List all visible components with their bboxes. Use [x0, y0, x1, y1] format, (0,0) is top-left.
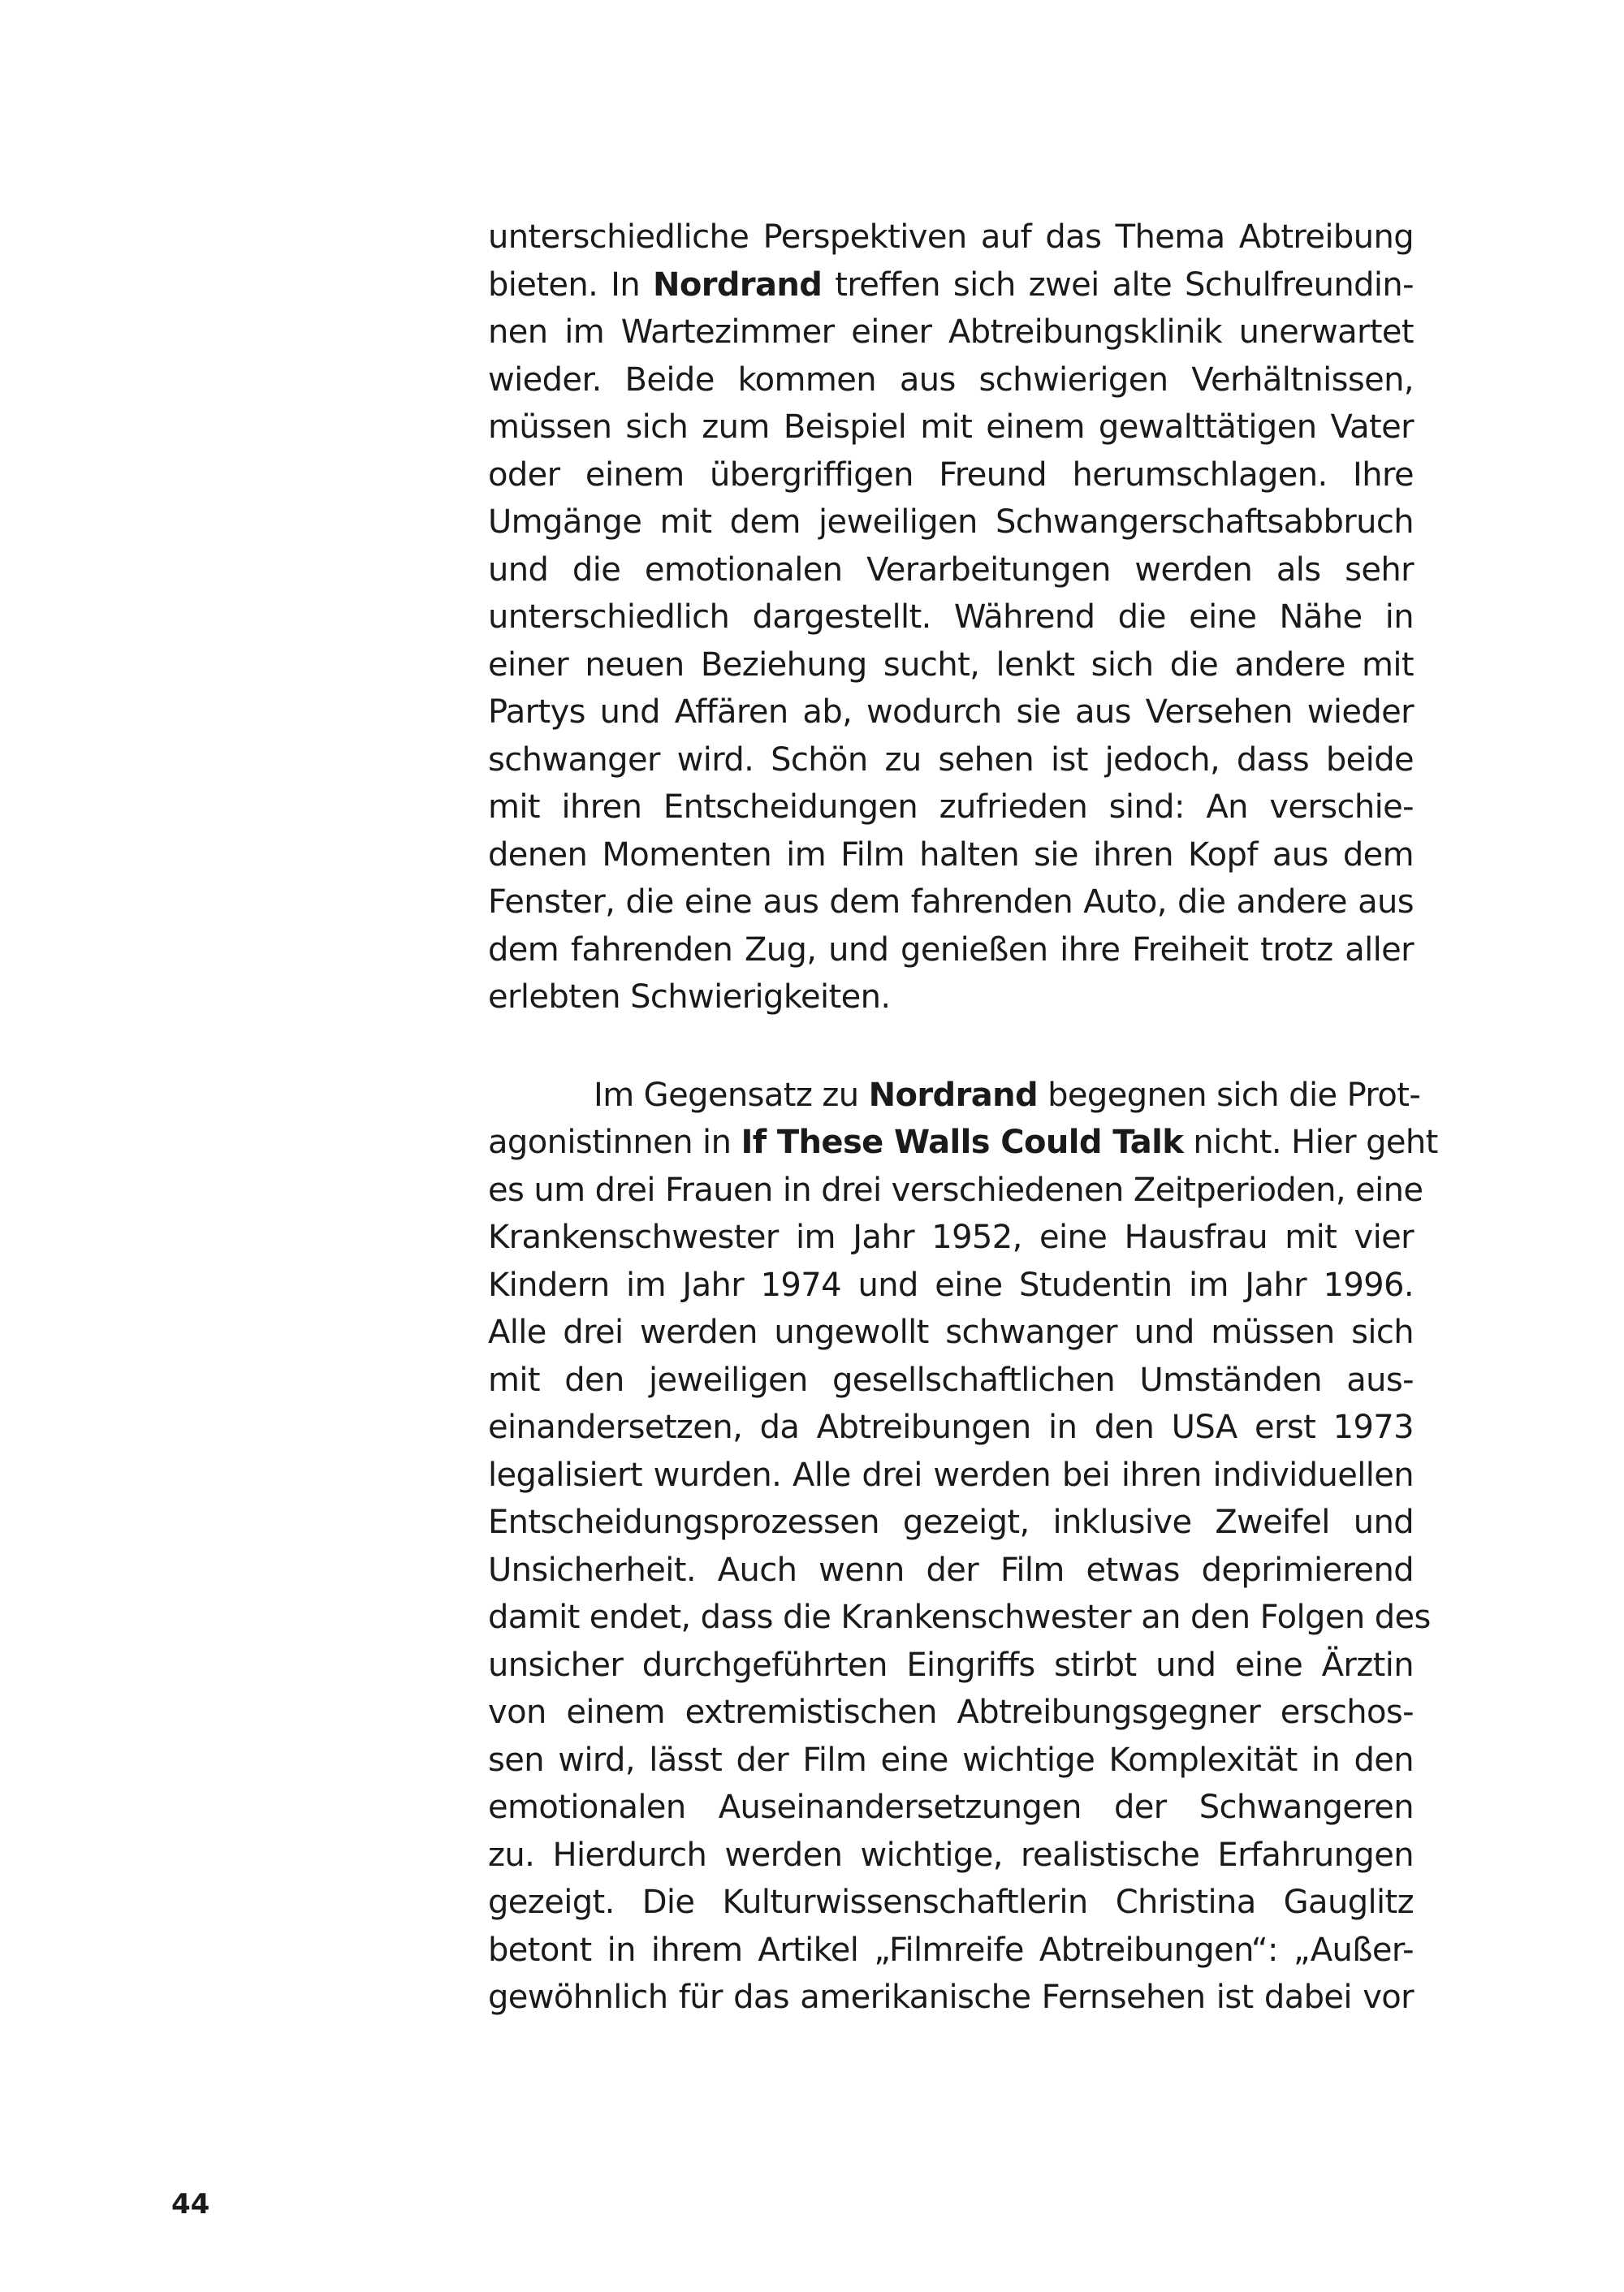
- text-segment: emotionalen Auseinandersetzungen der Schwangeren: [488, 1789, 1414, 1826]
- text-segment: bieten. In: [488, 265, 653, 304]
- text-line: [488, 1689, 1414, 1737]
- text-segment: es um drei Frauen in drei verschiedenen Zeitperioden, eine: [488, 1171, 1423, 1209]
- text-line: [488, 1784, 1414, 1832]
- text-line: [488, 1072, 1421, 1120]
- text-segment: nen im Wartezimmer einer Abtreibungsklinik unerwartet: [488, 313, 1414, 351]
- text-line: [488, 261, 1414, 309]
- text-segment: unsicher durchgeführten Eingriffs stirbt und eine Ärztin: [488, 1646, 1414, 1684]
- text-segment: dem fahrenden Zug, und genießen ihre Freiheit trotz aller: [488, 930, 1414, 969]
- text-line: [488, 356, 1414, 404]
- text-segment: erlebten Schwierigkeiten.: [488, 978, 891, 1016]
- text-line: [488, 736, 1414, 784]
- text-line: [488, 1879, 1414, 1927]
- text-line: [488, 926, 1414, 974]
- text-line: [488, 831, 1414, 879]
- text-segment: von einem extremistischen Abtreibungsgegner erschos-: [488, 1694, 1414, 1731]
- text-line: [488, 1642, 1414, 1690]
- text-line: [488, 546, 1414, 594]
- text-line: [488, 973, 1414, 1021]
- text-line: [488, 1547, 1414, 1595]
- text-line: [488, 1452, 1414, 1500]
- film-title: Nordrand: [652, 265, 823, 304]
- text-segment: denen Momenten im Film halten sie ihren Kopf aus dem: [488, 835, 1414, 874]
- text-segment: treffen sich zwei alte Schulfreundin-: [822, 265, 1415, 304]
- text-segment: mit den jeweiligen gesellschaftlichen Umständen aus-: [488, 1361, 1414, 1399]
- text-segment: nicht. Hier geht: [1183, 1124, 1438, 1161]
- film-title: Nordrand: [868, 1076, 1039, 1114]
- text-line: [488, 1262, 1414, 1310]
- text-segment: Partys und Affären ab, wodurch sie aus Versehen wieder: [488, 693, 1414, 731]
- text-line: [488, 783, 1414, 831]
- text-line: [488, 499, 1414, 546]
- text-segment: sen wird, lässt der Film eine wichtige Komplexität in den: [488, 1741, 1414, 1779]
- text-segment: agonistinnen in: [488, 1124, 741, 1161]
- text-line: [488, 878, 1414, 926]
- text-line: [488, 309, 1414, 356]
- body-text: [488, 214, 1438, 2022]
- text-segment: gewöhnlich für das amerikanische Fernsehen ist dabei vor: [488, 1979, 1414, 2016]
- text-line: [488, 1404, 1414, 1452]
- text-segment: Umgänge mit dem jeweiligen Schwangerschaftsabbruch: [488, 503, 1414, 541]
- text-segment: Krankenschwester im Jahr 1952, eine Hausfrau mit vier: [488, 1219, 1414, 1256]
- text-line: [488, 214, 1414, 261]
- text-segment: müssen sich zum Beispiel mit einem gewalttätigen Vater: [488, 408, 1414, 446]
- text-segment: Im Gegensatz zu: [594, 1076, 869, 1114]
- text-segment: unterschiedliche Perspektiven auf das Thema Abtreibung: [488, 218, 1414, 256]
- text-line: [488, 594, 1414, 641]
- text-segment: mit ihren Entscheidungen zufrieden sind: An verschie-: [488, 788, 1414, 826]
- text-line: [488, 1832, 1414, 1880]
- paragraph: [488, 214, 1414, 1021]
- paragraph-gap: [488, 1021, 1414, 1072]
- text-line: [488, 1167, 1423, 1215]
- text-segment: Kindern im Jahr 1974 und eine Studentin im Jahr 1996.: [488, 1266, 1414, 1304]
- film-title: If These Walls Could Talk: [741, 1124, 1184, 1161]
- text-segment: und die emotionalen Verarbeitungen werden als sehr: [488, 550, 1414, 589]
- text-segment: wieder. Beide kommen aus schwierigen Verhältnissen,: [488, 360, 1414, 399]
- page-number: 44: [171, 2188, 210, 2221]
- text-segment: einer neuen Beziehung sucht, lenkt sich die andere mit: [488, 645, 1414, 684]
- text-segment: damit endet, dass die Krankenschwester an den Folgen des: [488, 1599, 1431, 1636]
- text-line: [488, 1927, 1414, 1975]
- text-segment: oder einem übergriffigen Freund herumschlagen. Ihre: [488, 455, 1414, 494]
- text-segment: legalisiert wurden. Alle drei werden bei ihren individuellen: [488, 1456, 1414, 1494]
- text-line: [488, 1499, 1414, 1547]
- text-line: [488, 1974, 1414, 2022]
- text-line: [488, 641, 1414, 689]
- paragraph: [488, 1072, 1438, 2022]
- text-segment: Unsicherheit. Auch wenn der Film etwas deprimierend: [488, 1551, 1414, 1589]
- text-line: [488, 1357, 1414, 1405]
- text-segment: Entscheidungsprozessen gezeigt, inklusive Zweifel und: [488, 1504, 1414, 1541]
- text-line: [488, 1214, 1414, 1262]
- text-line: [488, 1737, 1414, 1785]
- text-line: [488, 451, 1414, 499]
- text-segment: zu. Hierdurch werden wichtige, realistische Erfahrungen: [488, 1836, 1414, 1874]
- text-segment: betont in ihrem Artikel „Filmreife Abtreibungen“: „Außer-: [488, 1931, 1414, 1969]
- text-line: [488, 688, 1414, 736]
- text-segment: begegnen sich die Prot-: [1038, 1076, 1421, 1114]
- text-segment: einandersetzen, da Abtreibungen in den USA erst 1973: [488, 1409, 1414, 1446]
- text-segment: gezeigt. Die Kulturwissenschaftlerin Christina Gauglitz: [488, 1884, 1414, 1921]
- text-line: [488, 1309, 1414, 1357]
- text-segment: Alle drei werden ungewollt schwanger und müssen sich: [488, 1314, 1414, 1351]
- text-segment: unterschiedlich dargestellt. Während die eine Nähe in: [488, 598, 1414, 636]
- text-line: [488, 1594, 1431, 1642]
- text-segment: schwanger wird. Schön zu sehen ist jedoch, dass beide: [488, 740, 1414, 779]
- text-segment: Fenster, die eine aus dem fahrenden Auto, die andere aus: [488, 883, 1414, 921]
- text-line: [488, 404, 1414, 451]
- text-line: [488, 1119, 1438, 1167]
